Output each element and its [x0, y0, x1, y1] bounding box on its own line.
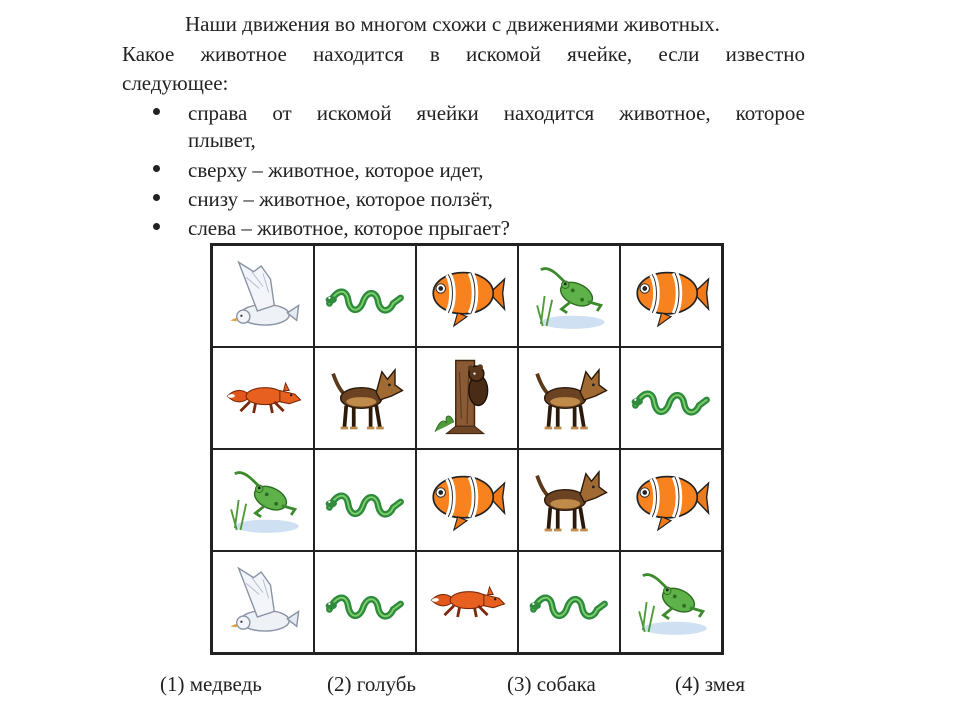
grid-cell [416, 551, 518, 653]
grid-cell [212, 347, 314, 449]
snake-icon [320, 557, 410, 647]
grid-cell [416, 449, 518, 551]
fox-icon [218, 353, 308, 443]
task-line-2: Какое животное находится в искомой ячейке, если известно [122, 42, 805, 66]
bullet-icon [153, 194, 160, 201]
grid-cell [212, 449, 314, 551]
bullet-icon [153, 223, 160, 230]
dove-icon [218, 557, 308, 647]
frog-icon [626, 557, 716, 647]
grid-cell [314, 347, 416, 449]
frog-icon [218, 455, 308, 545]
grid-cell [518, 347, 620, 449]
condition-1-line-2: плывет, [188, 128, 256, 152]
clownfish-icon [626, 455, 716, 545]
clownfish-icon [626, 251, 716, 341]
task-line-1: Наши движения во многом схожи с движениями животных. [185, 12, 720, 36]
grid-cell [314, 245, 416, 347]
grid-cell [212, 245, 314, 347]
answer-options [0, 672, 960, 698]
dog-icon [320, 353, 410, 443]
grid-cell [620, 245, 722, 347]
snake-icon [626, 353, 716, 443]
snake-icon [320, 251, 410, 341]
answer-option-3[interactable]: (3) собака [507, 672, 596, 696]
fox-icon [422, 557, 512, 647]
answer-option-2[interactable]: (2) голубь [327, 672, 417, 696]
grid-cell [416, 347, 518, 449]
answer-option-4[interactable]: (4) змея [675, 672, 746, 696]
grid-cell [620, 551, 722, 653]
condition-4: слева – животное, которое прыгает? [188, 216, 511, 240]
clownfish-icon [422, 251, 512, 341]
snake-icon [320, 455, 410, 545]
grid-cell [416, 245, 518, 347]
snake-icon [524, 557, 614, 647]
clownfish-icon [422, 455, 512, 545]
grid-cell [518, 449, 620, 551]
dog-icon [524, 353, 614, 443]
task-line-3: следующее: [122, 71, 229, 95]
bear-on-tree-icon [422, 353, 512, 443]
bullet-icon [153, 108, 160, 115]
animal-grid [210, 243, 724, 655]
grid-cell [314, 449, 416, 551]
grid-cell [212, 551, 314, 653]
dog-icon [524, 455, 614, 545]
bullet-icon [153, 165, 160, 172]
answer-option-1[interactable]: (1) медведь [160, 672, 262, 696]
condition-1-line-1: справа от искомой ячейки находится животное, которое [188, 101, 805, 125]
condition-3: снизу – животное, которое ползёт, [188, 187, 493, 211]
grid-cell [518, 551, 620, 653]
frog-icon [524, 251, 614, 341]
grid-cell [620, 347, 722, 449]
condition-2: сверху – животное, которое идет, [188, 158, 484, 182]
grid-cell [620, 449, 722, 551]
dove-icon [218, 251, 308, 341]
grid-cell [314, 551, 416, 653]
grid-cell [518, 245, 620, 347]
